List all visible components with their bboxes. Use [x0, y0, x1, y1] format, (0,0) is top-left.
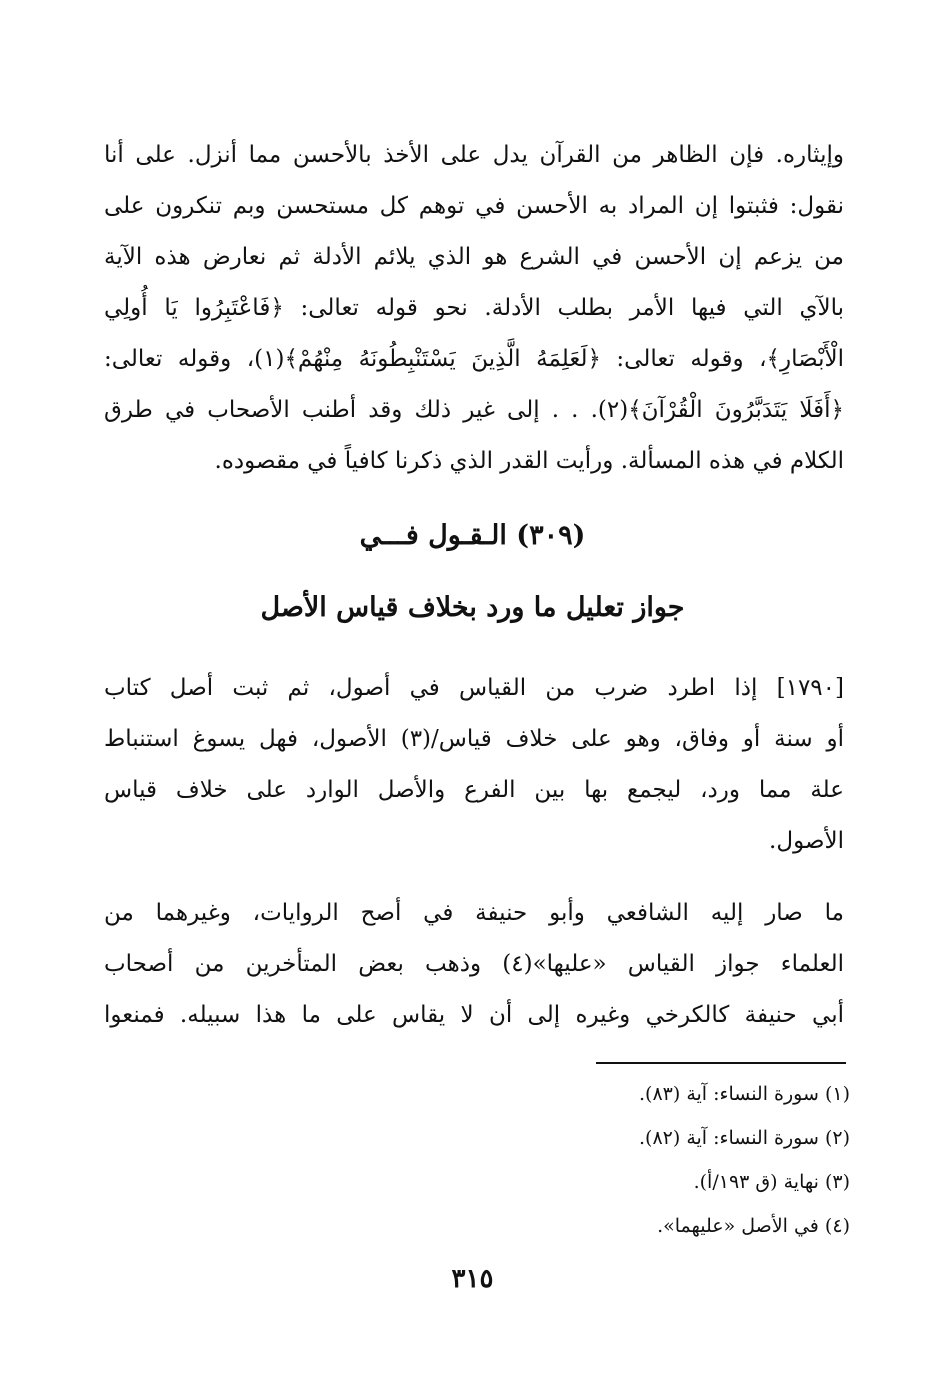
footnote-3: (٣) نهاية (ق ١٩٣/أ). [693, 1171, 850, 1193]
footnote-2: (٢) سورة النساء: آية (٨٢). [639, 1127, 850, 1149]
text-line: الكلام في هذه المسألة. ورأيت القدر الذي ذكرنا كافياً في مقصوده. [214, 448, 844, 474]
paragraph-3 [104, 888, 844, 1041]
section-subheading: جواز تعليل ما ورد بخلاف قياس الأصل [260, 592, 685, 623]
text-line: أبي حنيفة كالكرخي وغيره إلى أن لا يقاس على ما هذا سبيله. فمنعوا [104, 1002, 844, 1028]
text-line: وإيثاره. فإن الظاهر من القرآن يدل على الأخذ بالأحسن مما أنزل. على أنا [104, 142, 844, 168]
text-line: نقول: فثبتوا إن المراد به الأحسن في توهم كل مستحسن وبم تنكرون على [104, 193, 844, 219]
text-line: من يزعم إن الأحسن في الشرع هو الذي يلائم الأدلة ثم نعارض هذه الآية [104, 244, 844, 270]
text-line: [١٧٩٠] إذا اطرد ضرب من القياس في أصول، ثم ثبت أصل كتاب [104, 675, 844, 701]
text-line: أو سنة أو وفاق، وهو على خلاف قياس/(٣) الأصول، فهل يسوغ استنباط [104, 726, 844, 752]
footnote-divider [596, 1062, 846, 1064]
text-line: علة مما ورد، ليجمع بها بين الفرع والأصل الوارد على خلاف قياس [104, 777, 844, 803]
text-line: ﴿أَفَلَا يَتَدَبَّرُونَ الْقُرْآنَ﴾(٢). . . إلى غير ذلك وقد أطنب الأصحاب في طرق [104, 397, 844, 423]
section-heading: (٣٠٩) الـقـول فـــي [359, 520, 586, 551]
paragraph-1790 [104, 663, 844, 867]
paragraph-top [104, 130, 844, 487]
footnote-1: (١) سورة النساء: آية (٨٣). [639, 1083, 850, 1105]
text-line: ما صار إليه الشافعي وأبو حنيفة في أصح الروايات، وغيرهما من [104, 900, 844, 926]
text-line: الأصول. [769, 828, 844, 854]
text-line: بالآي التي فيها الأمر بطلب الأدلة. نحو قوله تعالى: ﴿فَاعْتَبِرُوا يَا أُولِي [104, 295, 844, 321]
text-line: العلماء جواز القياس «عليها»(٤) وذهب بعض المتأخرين من أصحاب [104, 951, 844, 977]
text-line: الْأَبْصَارِ﴾، وقوله تعالى: ﴿لَعَلِمَهُ الَّذِينَ يَسْتَنْبِطُونَهُ مِنْهُمْ﴾(١)، وقوله تعالى: [104, 346, 844, 372]
page-number: ٣١٥ [451, 1264, 494, 1294]
footnote-4: (٤) في الأصل «عليهما». [657, 1215, 850, 1237]
footnotes [450, 1072, 850, 1248]
